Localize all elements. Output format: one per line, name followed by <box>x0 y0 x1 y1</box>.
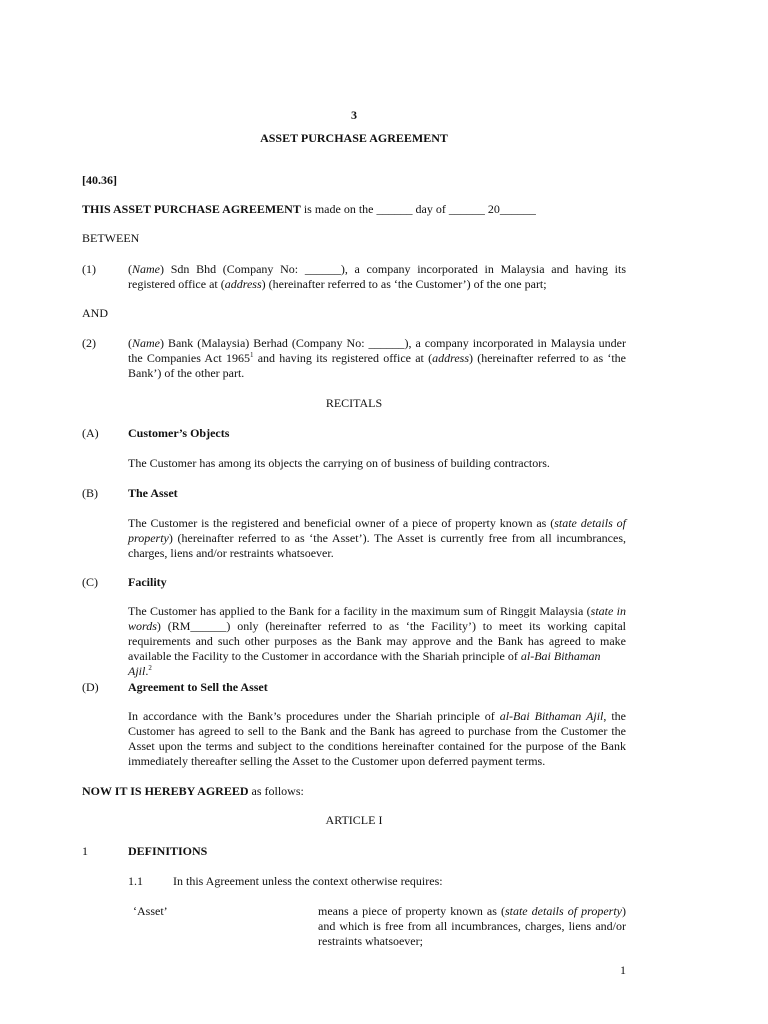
recital-d-line-3: Asset upon the terms and subject to the conditions hereinafter contained for the purpose of the Bank <box>128 739 626 753</box>
recital-c-heading: Facility <box>128 575 167 589</box>
recital-d-text <box>128 709 626 769</box>
recitals-heading: RECITALS <box>325 396 383 410</box>
recital-c-number: (C) <box>82 575 98 589</box>
party-1-line-1: (Name) Sdn Bhd (Company No: ______), a company incorporated in Malaysia and having its <box>128 262 626 276</box>
recital-d-line-2: Customer has agreed to sell to the Bank and the Bank has agreed to purchase from the Customer the <box>128 724 626 738</box>
recital-c-line-2: words) (RM______) only (hereinafter referred to as ‘the Facility’) to meet its working capital <box>128 619 626 633</box>
recital-d-number: (D) <box>82 680 99 694</box>
recital-d-heading: Agreement to Sell the Asset <box>128 680 268 694</box>
recital-d-line-4: immediately thereafter selling the Asset to the Customer upon deferred payment terms. <box>128 754 546 768</box>
intro-rest: is made on the ______ day of ______ 20______ <box>300 202 536 216</box>
recital-a-heading: Customer’s Objects <box>128 426 230 440</box>
now-agreed-rest: as follows: <box>248 784 304 798</box>
now-agreed-bold: NOW IT IS HEREBY AGREED <box>82 784 249 798</box>
recital-b-line-3: charges, liens and/or restraints whatsoever. <box>128 546 334 560</box>
definition-asset-line-1: means a piece of property known as (state details of property) <box>318 904 626 918</box>
party-1-line-2: registered office at (address) (hereinafter referred to as ‘the Customer’) of the one part; <box>128 277 547 291</box>
definition-asset-text <box>318 904 626 949</box>
party-2-line-1: (Name) Bank (Malaysia) Berhad (Company No: ______), a company incorporated in Malaysia under <box>128 336 626 350</box>
recital-c-line-3: requirements and such other purposes as the Bank may approve and the Bank has agreed to make <box>128 634 626 648</box>
party-2-line-2: the Companies Act 1965$^1$ and having its registered office at (address) (hereinafter referred to as ‘the <box>128 351 626 365</box>
recital-c-line-1: The Customer has applied to the Bank for a facility in the maximum sum of Ringgit Malaysia (state in <box>128 604 626 618</box>
recital-b-line-1: The Customer is the registered and beneficial owner of a piece of property known as (state details of <box>128 516 626 530</box>
definition-asset-line-3: restraints whatsoever; <box>318 934 423 948</box>
definitions-heading: DEFINITIONS <box>128 844 208 858</box>
party-2-number: (2) <box>82 336 96 350</box>
definition-asset-line-2: and which is free from all incumbrances, charges, liens and/or <box>318 919 626 933</box>
recital-c-text <box>128 604 626 679</box>
and-label: AND <box>82 306 108 320</box>
now-agreed-line <box>82 784 304 799</box>
party-2-text <box>128 336 626 381</box>
clause-text: In this Agreement unless the context otherwise requires: <box>173 874 443 888</box>
clause-number: 1.1 <box>128 874 143 888</box>
recital-a-text: The Customer has among its objects the carrying on of business of building contractors. <box>128 456 550 470</box>
intro-line <box>82 202 536 217</box>
article-heading: ARTICLE I <box>325 813 383 827</box>
recital-c-line-4: available the Facility to the Customer in accordance with the Shariah principle of al-Bai Bithaman Ajil.$^2$ <box>128 649 601 678</box>
party-1-text <box>128 262 626 292</box>
chapter-number: 3 <box>351 108 357 122</box>
recital-b-number: (B) <box>82 486 98 500</box>
party-1-number: (1) <box>82 262 96 276</box>
reference-number: [40.36] <box>82 173 117 187</box>
definitions-number: 1 <box>82 844 88 858</box>
between-label: BETWEEN <box>82 231 140 245</box>
definition-term-asset: ‘Asset’ <box>133 904 168 918</box>
recital-b-heading: The Asset <box>128 486 178 500</box>
recital-d-line-1: In accordance with the Bank’s procedures under the Shariah principle of al-Bai Bithaman Ajil, the <box>128 709 626 723</box>
recital-a-number: (A) <box>82 426 99 440</box>
document-title: ASSET PURCHASE AGREEMENT <box>260 131 448 145</box>
party-2-line-3: Bank’) of the other part. <box>128 366 245 380</box>
recital-b-line-2: property) (hereinafter referred to as ‘the Asset’). The Asset is currently free from all incumbrances, <box>128 531 626 545</box>
recital-b-text <box>128 516 626 561</box>
page-number: 1 <box>620 963 626 977</box>
intro-bold: THIS ASSET PURCHASE AGREEMENT <box>82 202 301 216</box>
